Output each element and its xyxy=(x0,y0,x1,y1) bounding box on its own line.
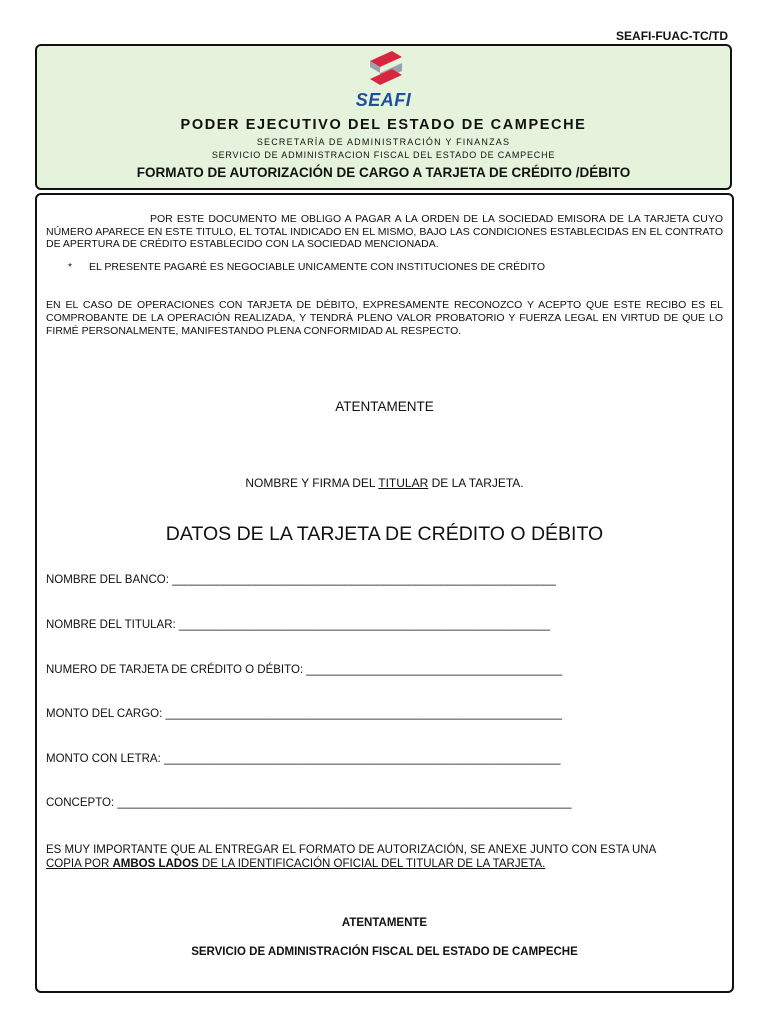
form-code: SEAFI-FUAC-TC/TD xyxy=(616,29,728,43)
field-amount-words-label: MONTO CON LETRA: xyxy=(46,753,161,765)
signature-text-start: NOMBRE Y FIRMA DEL xyxy=(245,476,379,490)
field-bank-name[interactable] xyxy=(46,574,556,586)
logo-text: SEAFI xyxy=(355,90,412,110)
field-charge-amount[interactable] xyxy=(46,708,562,720)
field-holder-name-blank[interactable]: __________________________________________________________ xyxy=(175,619,550,631)
field-holder-name[interactable] xyxy=(46,619,550,631)
important-note-line1: ES MUY IMPORTANTE QUE AL ENTREGAR EL FORMATO DE AUTORIZACIÓN, SE ANEXE JUNTO CON ESTA UNA xyxy=(46,844,657,856)
field-bank-name-blank[interactable]: ____________________________________________________________ xyxy=(168,574,556,586)
field-concept-label: CONCEPTO: xyxy=(46,797,115,809)
paragraph-debit: EN EL CASO DE OPERACIONES CON TARJETA DE DÉBITO, EXPRESAMENTE RECONOZCO Y ACEPTO QUE ESTE RECIBO ES EL COMPROBANTE DE LA OPERACIÓN REALIZADA, Y TENDRÁ PLENO VALOR PROBATORIO Y FUERZA LEGAL EN VIRTUD DE QUE LO FIRMÉ PERSONALMENTE, MANIFESTANDO PLENA CONFORMIDAD AL RESPECTO. xyxy=(46,299,723,337)
signature-line xyxy=(37,476,732,490)
body-box xyxy=(35,193,734,993)
header-subtitle-secretaria: SECRETARÍA DE ADMINISTRACIÓN Y FINANZAS xyxy=(256,137,511,147)
field-card-number[interactable] xyxy=(46,664,562,676)
bullet-item xyxy=(68,261,545,273)
bullet-marker: * xyxy=(68,261,73,273)
bullet-text: EL PRESENTE PAGARÉ ES NEGOCIABLE UNICAMENTE CON INSTITUCIONES DE CRÉDITO xyxy=(89,261,546,273)
field-charge-amount-blank[interactable]: ______________________________________________________________ xyxy=(162,708,563,720)
important-note-line2 xyxy=(46,857,726,871)
field-concept[interactable] xyxy=(46,797,571,809)
field-concept-blank[interactable]: _______________________________________________________________________ xyxy=(114,797,572,809)
field-holder-name-label: NOMBRE DEL TITULAR: xyxy=(46,619,176,631)
header-box xyxy=(35,44,732,190)
important-note xyxy=(46,843,726,871)
field-amount-words[interactable] xyxy=(46,753,561,765)
paragraph-obligation: POR ESTE DOCUMENTO ME OBLIGO A PAGAR A LA ORDEN DE LA SOCIEDAD EMISORA DE LA TARJETA CUYO NÚMERO APARECE EN ESTE TITULO, EL TOTAL INDICADO EN EL MISMO, BAJO LAS CONDICIONES ESTABLECIDAS EN EL CONTRATO DE APERTURA DE CRÉDITO ESTABLECIDO CON LA SOCIEDAD MENCIONADA. xyxy=(46,213,723,250)
note-id-text: DE LA IDENTIFICACIÓN OFICIAL DEL TITULAR DE LA TARJETA. xyxy=(198,858,546,870)
atentamente-heading: ATENTAMENTE xyxy=(335,399,434,414)
footer-atentamente: ATENTAMENTE xyxy=(341,917,428,929)
note-both-sides: AMBOS LADOS xyxy=(112,858,199,870)
seafi-logo-icon xyxy=(364,49,408,87)
header-subtitle-servicio: SERVICIO DE ADMINISTRACION FISCAL DEL ESTADO DE CAMPECHE xyxy=(211,150,556,160)
footer-organization: SERVICIO DE ADMINISTRACIÓN FISCAL DEL ESTADO DE CAMPECHE xyxy=(191,946,578,958)
header-title: PODER EJECUTIVO DEL ESTADO DE CAMPECHE xyxy=(180,117,587,133)
field-amount-words-blank[interactable]: ______________________________________________________________ xyxy=(160,753,561,765)
card-data-heading: DATOS DE LA TARJETA DE CRÉDITO O DÉBITO xyxy=(165,523,604,545)
field-card-number-blank[interactable]: ________________________________________ xyxy=(303,664,563,676)
format-title: FORMATO DE AUTORIZACIÓN DE CARGO A TARJETA DE CRÉDITO /DÉBITO xyxy=(136,165,631,180)
signature-titular: TITULAR xyxy=(378,476,429,490)
field-card-number-label: NUMERO DE TARJETA DE CRÉDITO O DÉBITO: xyxy=(46,664,304,676)
field-charge-amount-label: MONTO DEL CARGO: xyxy=(46,708,163,720)
note-copy-text: COPIA POR xyxy=(46,858,113,870)
field-bank-name-label: NOMBRE DEL BANCO: xyxy=(46,574,169,586)
signature-text-end: DE LA TARJETA. xyxy=(428,476,524,490)
